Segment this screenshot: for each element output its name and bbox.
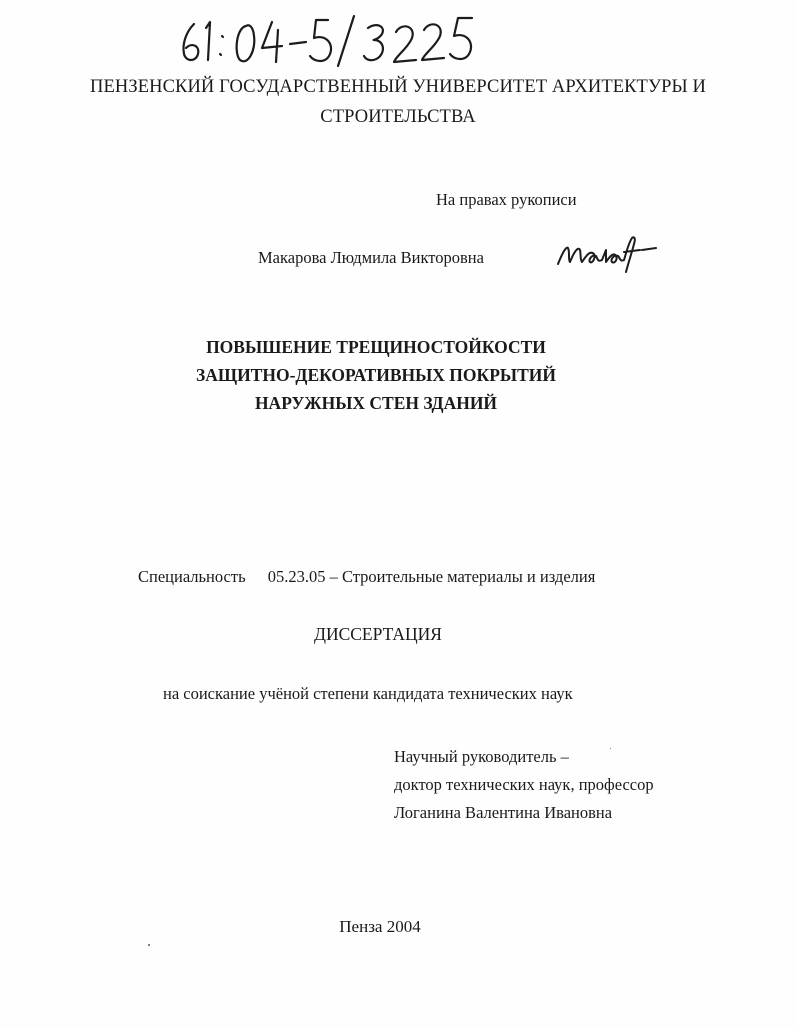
author-name: Макарова Людмила Викторовна: [258, 248, 484, 267]
supervisor-block: [394, 743, 654, 827]
dissertation-title: [0, 333, 752, 417]
supervisor-role: Научный руководитель –: [394, 747, 569, 766]
supervisor-credentials: доктор технических наук, профессор: [394, 775, 654, 794]
title-line-3: НАРУЖНЫХ СТЕН ЗДАНИЙ: [254, 393, 498, 413]
specialty-label: Специальность: [138, 567, 246, 586]
city-year: Пенза 2004: [339, 917, 421, 936]
scan-speck: [610, 748, 611, 749]
university-line-1: ПЕНЗЕНСКИЙ ГОСУДАРСТВЕННЫЙ УНИВЕРСИТЕТ АРХИТЕКТУРЫ И: [90, 77, 706, 97]
specialty-value: 05.23.05 – Строительные материалы и изделия: [267, 567, 596, 586]
catalog-number-handwritten: [176, 10, 476, 68]
university-line-2: СТРОИТЕЛЬСТВА: [320, 107, 476, 127]
degree-statement: на соискание учёной степени кандидата технических наук: [163, 684, 573, 703]
manuscript-note: На правах рукописи: [436, 190, 577, 209]
title-line-1: ПОВЫШЕНИЕ ТРЕЩИНОСТОЙКОСТИ: [206, 337, 546, 357]
specialty: [138, 567, 595, 587]
university-name: [0, 72, 796, 132]
scan-speck: [148, 944, 150, 946]
title-line-2: ЗАЩИТНО-ДЕКОРАТИВНЫХ ПОКРЫТИЙ: [195, 365, 556, 385]
document-type: ДИССЕРТАЦИЯ: [314, 624, 442, 644]
supervisor-name: Логанина Валентина Ивановна: [394, 803, 613, 822]
author-signature: [554, 230, 658, 274]
